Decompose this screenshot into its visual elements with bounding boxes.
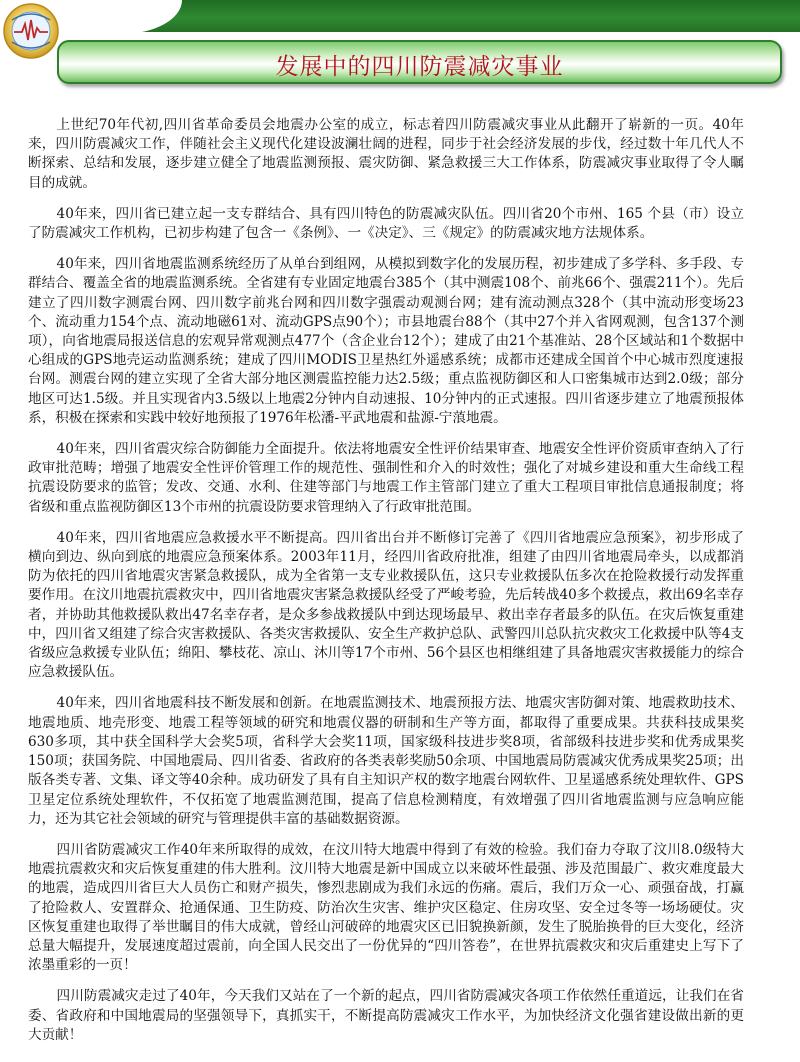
title-banner <box>57 40 782 84</box>
seismograph-emblem-icon <box>2 2 60 60</box>
article-paragraph: 40年来，四川省地震监测系统经历了从单台到组网，从模拟到数字化的发展历程，初步建成了多学科、多手段、专群结合、覆盖全省的地震监测系统。全省建有专业固定地震台385个（其中测震108个、前兆66个、强震211个）。先后建立了四川数字测震台网、四川数字前兆台网和四川数字强震动观测台网；建有流动测点328个（其中流动形变场23个、流动重力154个点、流动地磁61对、流动GPS点90个）；市县地震台88个（其中27个并入省网观测，包含137个测项），向省地震局报送信息的宏观异常观测点477个（含企业台12个）；建成了由21个基准站、28个区域站和1个数据中心组成的GPS地壳运动监测系统；建成了四川MODIS卫星热红外遥感系统；成都市还建成全国首个中心城市烈度速报台网。测震台网的建立实现了全省大部分地区测震监控能力达2.5级；重点监视防御区和人口密集城市达到2.0级；部分地区可达1.5级。并且实现省内3.5级以上地震2分钟内自动速报、10分钟内的正式速报。四川省逐步建立了地震预报体系，积极在探索和实践中较好地预报了1976年松潘-平武地震和盐源-宁蒗地震。 <box>28 256 744 426</box>
article-paragraph: 上世纪70年代初,四川省革命委员会地震办公室的成立，标志着四川防震减灾事业从此翻开了崭新的一页。40年来，四川防震减灾工作，伴随社会主义现代化建设波澜壮阔的进程，同步于社会经济发展的步伐，经过数十年几代人不断探索、总结和发展，逐步建立健全了地震监测预报、震灾防御、紧急救援三大工作体系，防震减灾事业取得了令人瞩目的成就。 <box>28 117 744 191</box>
article-paragraph: 40年来，四川省震灾综合防御能力全面提升。依法将地震安全性评价结果审查、地震安全性评价资质审查纳入了行政审批范畴；增强了地震安全性评价管理工作的规范性、强制性和介入的时效性；强化了对城乡建设和重大生命线工程抗震设防要求的监管；发改、交通、水利、住建等部门与地震工作主管部门建立了重大工程项目审批信息通报制度；将省级和重点监视防御区13个市州的抗震设防要求管理纳入了行政审批范围。 <box>28 441 744 515</box>
page-header <box>0 0 800 100</box>
article-body <box>28 116 744 1057</box>
article-paragraph: 40年来，四川省地震应急救援水平不断提高。四川省出台并不断修订完善了《四川省地震应急预案》，初步形成了横向到边、纵向到底的地震应急预案体系。2003年11月，经四川省政府批准，组建了由四川省地震局牵头，以成都消防为依托的四川省地震灾害紧急救援队，成为全省第一支专业救援队伍，这只专业救援队伍多次在抢险救援行动发挥重要作用。在汶川地震抗震救灾中，四川省地震灾害紧急救援队经受了严峻考验，先后转战40多个救援点，救出69名幸存者，并协助其他救援队救出47名幸存者，是众多参战救援队中到达现场最早、救出幸存者最多的队伍。在灾后恢复重建中，四川省又组建了综合灾害救援队、各类灾害救援队、安全生产救护总队、武警四川总队抗灾救灾工化救援中队等4支省级应急救援专业队伍；绵阳、攀枝花、凉山、沐川等17个市州、56个县区也相继组建了具备地震灾害救援能力的综合应急救援队伍。 <box>28 529 744 681</box>
article-paragraph: 40年来，四川省已建立起一支专群结合、具有四川特色的防震减灾队伍。四川省20个市州、165 个县（市）设立了防震减灾工作机构，已初步构建了包含一《条例》、一《决定》、三《规定》的防震减灾地方法规体系。 <box>28 205 744 242</box>
page-title: 发展中的四川防震减灾事业 <box>275 54 564 80</box>
article-paragraph: 40年来，四川省地震科技不断发展和创新。在地震监测技术、地震预报方法、地震灾害防御对策、地震救助技术、地震地质、地壳形变、地震工程等领域的研究和地震仪器的研制和生产等方面，都取得了重要成果。共获科技成果奖630多项，其中获全国科学大会奖5项，省科学大会奖11项，国家级科技进步奖8项，省部级科技进步奖和优秀成果奖150项；获国务院、中国地震局、四川省委、省政府的各类表彰奖励50余项、中国地震局防震减灾优秀成果奖25项；出版各类专著、文集、译文等40余种。成功研发了具有自主知识产权的数字地震台网软件、卫星遥感系统处理软件、GPS卫星定位系统处理软件，不仅拓宽了地震监测范围，提高了信息检测精度，有效增强了四川省地震监测与应急响应能力，还为其它社会领域的研究与管理提供丰富的基础数据资源。 <box>28 695 744 827</box>
article-paragraph: 四川防震减灾走过了40年，今天我们又站在了一个新的起点，四川省防震减灾各项工作依然任重道远，让我们在省委、省政府和中国地震局的坚强领导下，真抓实干，不断提高防震减灾工作水平，为加快经济文化强省建设做出新的更大贡献！ <box>28 988 744 1043</box>
article-paragraph: 四川省防震减灾工作40年来所取得的成效，在汶川特大地震中得到了有效的检验。我们奋力夺取了汶川8.0级特大地震抗震救灾和灾后恢复重建的伟大胜利。汶川特大地震是新中国成立以来破坏性最强、涉及范围最广、救灾难度最大的地震，造成四川省巨大人员伤亡和财产损失，惨烈悲剧成为我们永远的伤痛。震后，我们万众一心、顽强奋战，打赢了抢险救人、安置群众、抢通保通、卫生防疫、防治次生灾害、维护灾区稳定、住房攻坚、安全过冬等一场场硬仗。灾区恢复重建也取得了举世瞩目的伟大成就，曾经山河破碎的地震灾区已旧貌换新颜，发生了脱胎换骨的巨大变化，经济总量大幅提升，发展速度超过震前，向全国人民交出了一份优异的“四川答卷”，在世界抗震救灾和灾后重建史上写下了浓墨重彩的一页！ <box>28 841 744 974</box>
